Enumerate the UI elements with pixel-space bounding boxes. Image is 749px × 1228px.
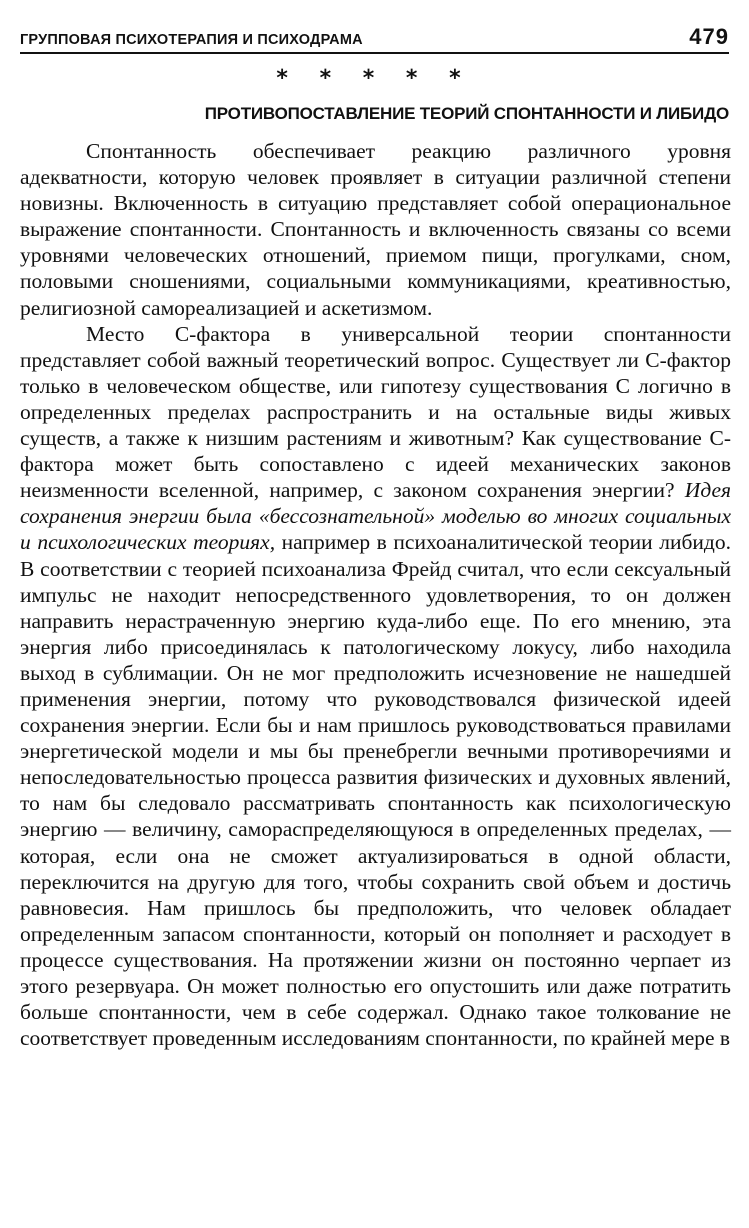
body-text — [20, 138, 731, 1051]
paragraph-2-start: Место С-фактора в универсальной теории спонтанности представляет собой важный теоретический вопрос. Существует ли С-фактор только в человеческом обществе, или гипотезу существования С логично в определенных пределах распространить и на остальные виды живых существ, а также к низшим растениям и животным? Как существование С-фактора может быть сопоставлено с идеей механических законов неизменности вселенной, например, с законом сохранения энергии? — [20, 321, 731, 503]
section-separator: * * * * * — [276, 66, 473, 91]
page-number: 479 — [689, 24, 729, 49]
paragraph-1: Спонтанность обеспечивает реакцию различного уровня адекватности, которую человек проявляет в ситуации различной степени новизны. Включенность в ситуацию представляет собой операциональное выражение спонтанности. Спонтанность и включенность связаны со всеми уровнями человеческих отношений, приемом пищи, прогулками, сном, половыми сношениями, социальными коммуникациями, креативностью, религиозной самореализацией и аскетизмом. — [20, 139, 731, 320]
section-title: ПРОТИВОПОСТАВЛЕНИЕ ТЕОРИЙ СПОНТАННОСТИ И ЛИБИДО — [204, 104, 729, 123]
paragraph-2 — [20, 321, 731, 1052]
running-title: ГРУППОВАЯ ПСИХОТЕРАПИЯ И ПСИХОДРАМА — [20, 32, 363, 48]
paragraph-2-italic: Идея сохранения энергии была «бессознательной» моделью во многих социальных и психологических теориях, — [20, 478, 731, 555]
running-head — [20, 24, 729, 54]
paragraph-2-end: например в психоаналитической теории либидо. В соответствии с теорией психоанализа Фрейд считал, что если сексуальный импульс не находит непосредственного удовлетворения, то он должен направить нерастраченную энергию куда-либо еще. По его мнению, эта энергия либо присоединялась к патологическому локусу, либо находила выход в сублимации. Он не мог предположить исчезновение не нашедшей применения энергии, потому что руководствовался физической идеей сохранения энергии. Если бы и нам пришлось руководствоваться правилами энергетической модели и мы бы пренебрегли вечными противоречиями и непоследовательностью процесса развития физических и духовных явлений, то нам бы следовало рассматривать спонтанность как психологическую энергию — величину, самораспределяющуюся в определенных пределах, — которая, если она не сможет актуализироваться в одной области, переключится на другую для того, чтобы сохранить свой объем и достичь равновесия. Нам пришлось бы предположить, что человек обладает определенным запасом спонтанности, который он пополняет и расходует в процессе существования. На протяжении жизни он постоянно черпает из этого резервуара. Он может полностью его опустошить или даже потратить больше спонтанности, чем в себе содержал. Однако такое толкование не соответствует проведенным исследованиям спонтанности, по крайней мере в — [20, 530, 731, 1051]
